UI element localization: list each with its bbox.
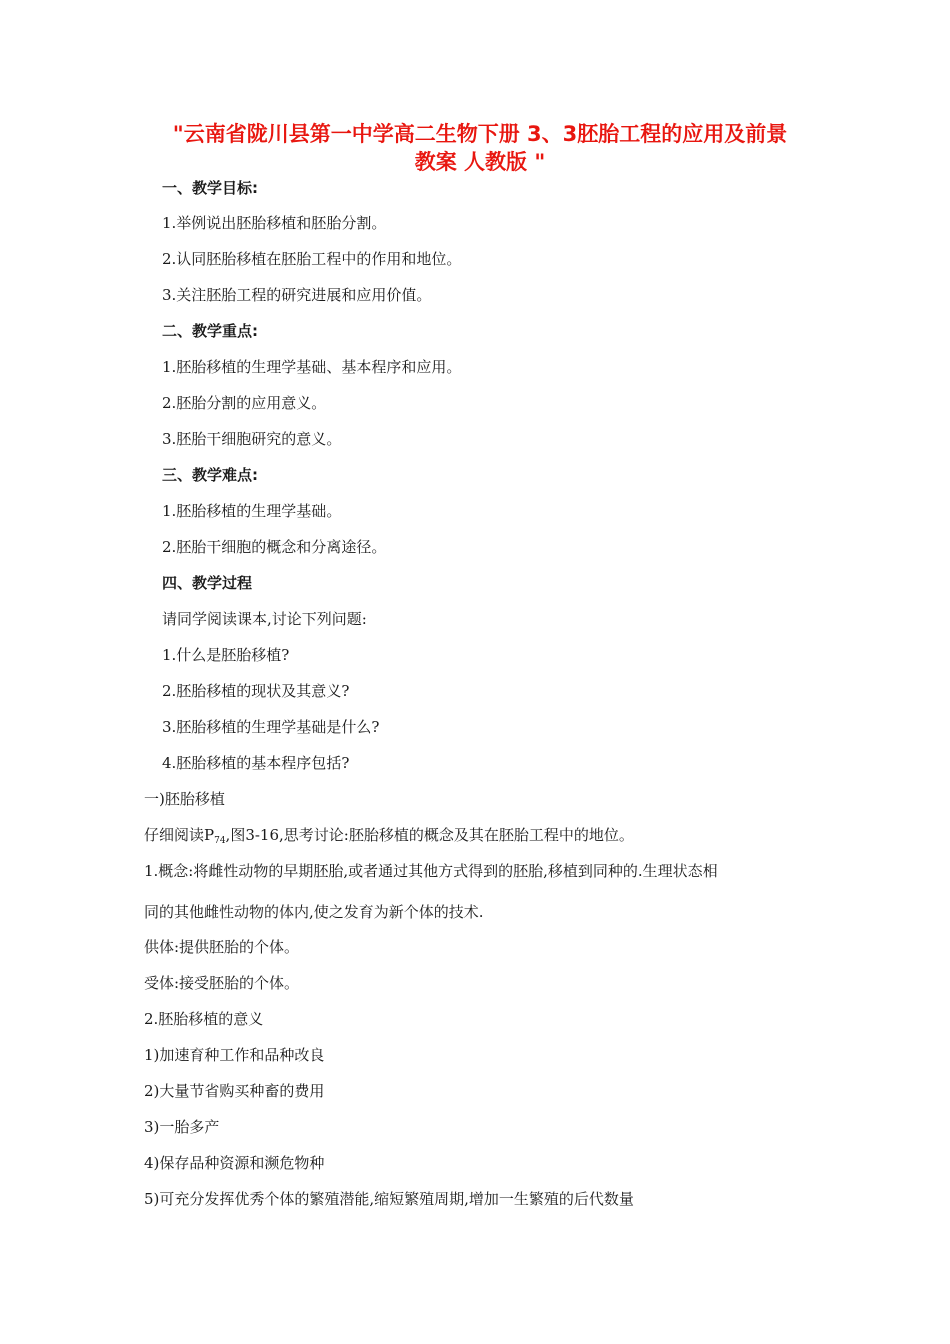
difficulty-item: 2.胚胎干细胞的概念和分离途径。 (162, 538, 387, 556)
key-point-item: 1.胚胎移植的生理学基础、基本程序和应用。 (162, 358, 462, 376)
reading-prefix: 仔细阅读P (144, 826, 215, 844)
significance-item: 4)保存品种资源和濒危物种 (144, 1154, 325, 1172)
document-title (120, 120, 840, 176)
process-heading: 四、教学过程 (162, 574, 253, 592)
significance-item: 5)可充分发挥优秀个体的繁殖潜能,缩短繁殖周期,增加一生繁殖的后代数量 (144, 1190, 634, 1208)
concept-line-2: 同的其他雌性动物的体内,使之发育为新个体的技术. (144, 903, 484, 921)
process-question: 2.胚胎移植的现状及其意义? (162, 682, 350, 700)
objectives-heading: 一、教学目标: (162, 179, 258, 197)
difficulties-heading: 三、教学难点: (162, 466, 258, 484)
key-points-heading: 二、教学重点: (162, 322, 258, 340)
donor-definition: 供体:提供胚胎的个体。 (144, 938, 300, 956)
page-subscript: 74 (214, 836, 226, 846)
key-point-item: 2.胚胎分割的应用意义。 (162, 394, 327, 412)
title-line-2: 教案 人教版 " (414, 150, 546, 174)
concept-line-1: 1.概念:将雌性动物的早期胚胎,或者通过其他方式得到的胚胎,移植到同种的.生理状态相 (144, 862, 718, 880)
process-question: 3.胚胎移植的生理学基础是什么? (162, 718, 380, 736)
difficulty-item: 1.胚胎移植的生理学基础。 (162, 502, 342, 520)
process-question: 4.胚胎移植的基本程序包括? (162, 754, 350, 772)
key-point-item: 3.胚胎干细胞研究的意义。 (162, 430, 342, 448)
significance-heading: 2.胚胎移植的意义 (144, 1010, 264, 1028)
process-intro: 请同学阅读课本,讨论下列问题: (162, 610, 367, 628)
title-line-1: "云南省陇川县第一中学高二生物下册 3、3胚胎工程的应用及前景 (172, 122, 788, 146)
objective-item: 2.认同胚胎移植在胚胎工程中的作用和地位。 (162, 250, 462, 268)
objective-item: 1.举例说出胚胎移植和胚胎分割。 (162, 214, 387, 232)
significance-item: 2)大量节省购买种畜的费用 (144, 1082, 325, 1100)
process-question: 1.什么是胚胎移植? (162, 646, 290, 664)
recipient-definition: 受体:接受胚胎的个体。 (144, 974, 300, 992)
objective-item: 3.关注胚胎工程的研究进展和应用价值。 (162, 286, 432, 304)
reading-suffix: ,图3-16,思考讨论:胚胎移植的概念及其在胚胎工程中的地位。 (225, 826, 634, 844)
significance-item: 3)一胎多产 (144, 1118, 220, 1136)
significance-item: 1)加速育种工作和品种改良 (144, 1046, 325, 1064)
embryo-transfer-subheading: 一)胚胎移植 (144, 790, 225, 808)
reading-instruction (144, 825, 634, 851)
